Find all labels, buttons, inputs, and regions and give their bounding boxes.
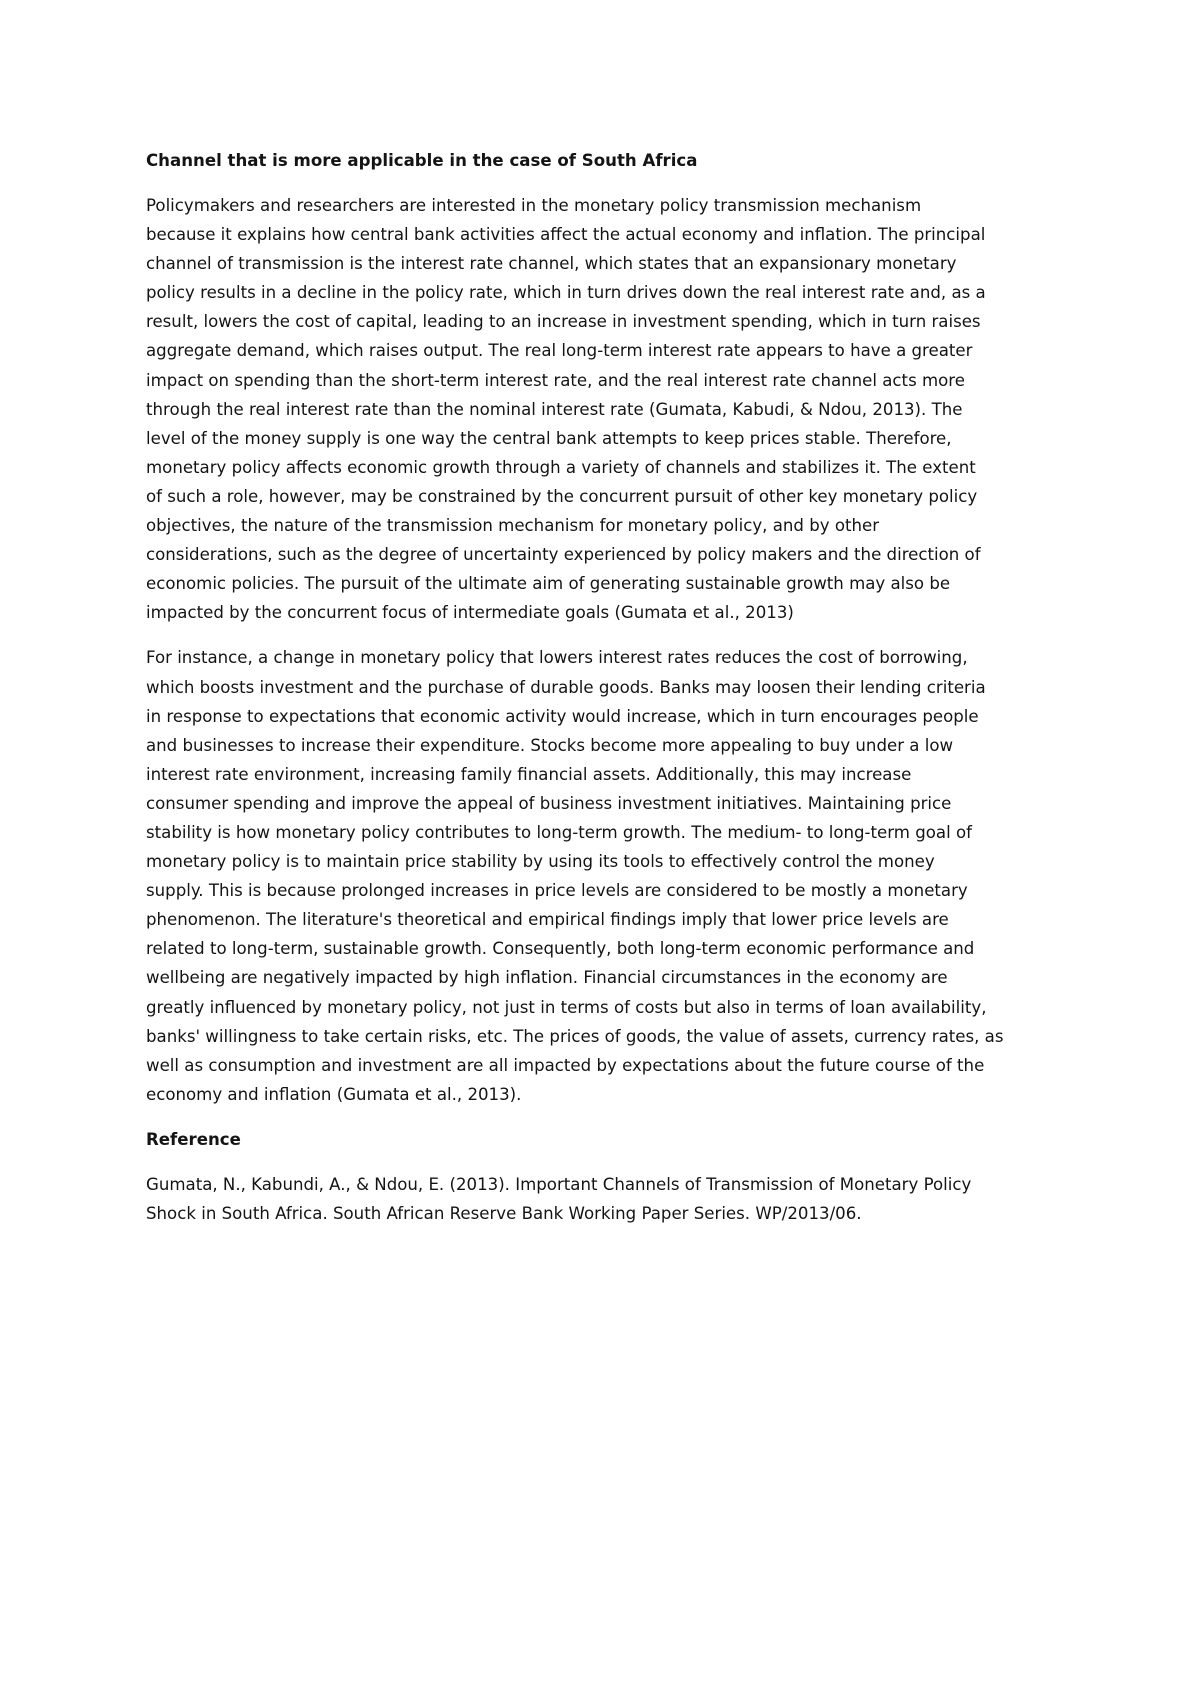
paragraph-line: which boosts investment and the purchase of durable goods. Banks may loosen their lending criteria [146, 677, 986, 697]
paragraph-line: related to long-term, sustainable growth. Consequently, both long-term economic performance and [146, 939, 975, 959]
paragraph-line: objectives, the nature of the transmission mechanism for monetary policy, and by other [146, 516, 880, 536]
paragraph-line: through the real interest rate than the nominal interest rate (Gumata, Kabudi, & Ndou, 2013). The [146, 399, 963, 419]
paragraph-line: phenomenon. The literature's theoretical and empirical findings imply that lower price levels are [146, 910, 949, 930]
section-heading: Channel that is more applicable in the case of South Africa [146, 151, 698, 170]
paragraph-line: aggregate demand, which raises output. The real long-term interest rate appears to have a greater [146, 341, 973, 361]
paragraph-1 [146, 191, 1056, 627]
paragraph-line: greatly influenced by monetary policy, not just in terms of costs but also in terms of loan availability, [146, 997, 987, 1017]
paragraph-line: economy and inflation (Gumata et al., 2013). [146, 1084, 522, 1104]
paragraph-line: impact on spending than the short-term interest rate, and the real interest rate channel acts more [146, 370, 965, 390]
paragraph-2 [146, 643, 1056, 1109]
paragraph-line: Policymakers and researchers are interested in the monetary policy transmission mechanism [146, 196, 922, 215]
paragraph-line: monetary policy affects economic growth through a variety of channels and stabilizes it. The extent [146, 457, 976, 477]
paragraph-line: considerations, such as the degree of uncertainty experienced by policy makers and the direction of [146, 545, 981, 565]
reference-line: Gumata, N., Kabundi, A., & Ndou, E. (2013). Important Channels of Transmission of Monetary Policy [146, 1174, 972, 1194]
reference-line: Shock in South Africa. South African Reserve Bank Working Paper Series. WP/2013/06. [146, 1204, 862, 1223]
paragraph-line: stability is how monetary policy contributes to long-term growth. The medium- to long-term goal of [146, 822, 972, 842]
paragraph-line: monetary policy is to maintain price stability by using its tools to effectively control the money [146, 852, 935, 872]
paragraph-line: level of the money supply is one way the central bank attempts to keep prices stable. Therefore, [146, 428, 952, 448]
paragraph-line: impacted by the concurrent focus of intermediate goals (Gumata et al., 2013) [146, 603, 794, 623]
reference-entry [146, 1170, 1056, 1228]
paragraph-line: policy results in a decline in the policy rate, which in turn drives down the real interest rate and, as a [146, 283, 986, 303]
document-body [146, 146, 1056, 1244]
paragraph-line: consumer spending and improve the appeal of business investment initiatives. Maintaining price [146, 793, 952, 813]
paragraph-line: banks' willingness to take certain risks, etc. The prices of goods, the value of assets, currency rates, as [146, 1026, 1004, 1046]
paragraph-line: result, lowers the cost of capital, leading to an increase in investment spending, which in turn raises [146, 312, 981, 332]
paragraph-line: interest rate environment, increasing family financial assets. Additionally, this may increase [146, 764, 912, 784]
paragraph-line: For instance, a change in monetary policy that lowers interest rates reduces the cost of borrowing, [146, 648, 968, 668]
reference-heading: Reference [146, 1129, 241, 1149]
paragraph-line: in response to expectations that economic activity would increase, which in turn encourages people [146, 706, 979, 726]
paragraph-line: well as consumption and investment are all impacted by expectations about the future course of the [146, 1055, 985, 1075]
paragraph-line: wellbeing are negatively impacted by high inflation. Financial circumstances in the economy are [146, 968, 948, 988]
paragraph-line: economic policies. The pursuit of the ultimate aim of generating sustainable growth may also be [146, 574, 951, 594]
paragraph-line: of such a role, however, may be constrained by the concurrent pursuit of other key monetary policy [146, 486, 978, 506]
paragraph-line: channel of transmission is the interest rate channel, which states that an expansionary monetary [146, 254, 957, 274]
paragraph-line: because it explains how central bank activities affect the actual economy and inflation. The principal [146, 225, 986, 245]
paragraph-line: supply. This is because prolonged increases in price levels are considered to be mostly a monetary [146, 881, 968, 901]
paragraph-line: and businesses to increase their expenditure. Stocks become more appealing to buy under a low [146, 735, 954, 755]
